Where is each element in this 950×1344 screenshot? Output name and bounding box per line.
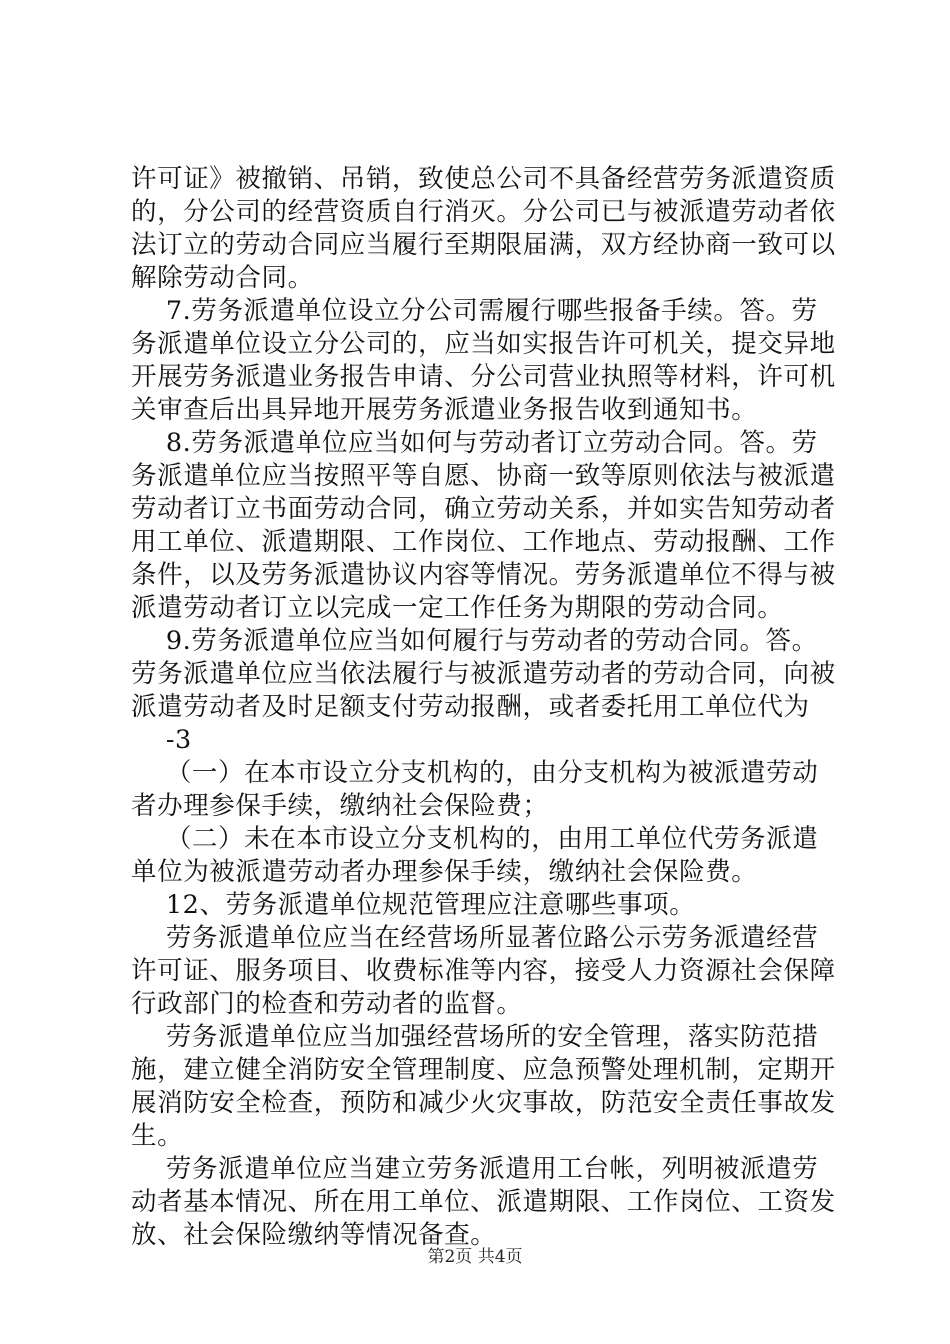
text-line: 施，建立健全消防安全管理制度、应急预警处理机制，定期开 [131,1055,836,1085]
page-marker: -3 [131,725,192,755]
question-9-line: 9.劳务派遣单位应当如何履行与劳动者的劳动合同。答。 [131,626,818,656]
question-12-line: 12、劳务派遣单位规范管理应注意哪些事项。 [131,890,696,920]
text-line: 务派遣单位应当按照平等自愿、协商一致等原则依法与被派遣 [131,461,836,491]
text-line: 单位为被派遣劳动者办理参保手续，缴纳社会保险费。 [131,857,758,887]
text-line: 劳务派遣单位应当依法履行与被派遣劳动者的劳动合同，向被 [131,659,836,689]
item-2-line: （二）未在本市设立分支机构的，由用工单位代劳务派遣 [131,824,819,854]
text-line: 的，分公司的经营资质自行消灭。分公司已与被派遣劳动者依 [131,197,836,227]
text-line: 条件，以及劳务派遣协议内容等情况。劳务派遣单位不得与被 [131,560,836,590]
text-line: 用工单位、派遣期限、工作岗位、工作地点、劳动报酬、工作 [131,527,836,557]
item-1-line: （一）在本市设立分支机构的，由分支机构为被派遣劳动 [131,758,819,788]
text-line: 派遣劳动者订立以完成一定工作任务为期限的劳动合同。 [131,593,784,623]
text-line: 劳务派遣单位应当在经营场所显著位路公示劳务派遣经营 [131,923,819,953]
question-8-line: 8.劳务派遣单位应当如何与劳动者订立劳动合同。答。劳 [131,428,818,458]
text-line: 关审查后出具异地开展劳务派遣业务报告收到通知书。 [131,395,758,425]
text-line: 劳务派遣单位应当加强经营场所的安全管理，落实防范措 [131,1022,819,1052]
text-line: 法订立的劳动合同应当履行至期限届满，双方经协商一致可以 [131,230,836,260]
text-line: 者办理参保手续，缴纳社会保险费； [131,791,549,821]
text-line: 劳务派遣单位应当建立劳务派遣用工台帐，列明被派遣劳 [131,1154,819,1184]
text-line: 放、社会保险缴纳等情况备查。 [131,1220,497,1250]
text-line: 解除劳动合同。 [131,263,314,293]
text-line: 开展劳务派遣业务报告申请、分公司营业执照等材料，许可机 [131,362,836,392]
text-line: 生。 [131,1121,184,1151]
text-line: 许可证》被撤销、吊销，致使总公司不具备经营劳务派遣资质 [131,164,836,194]
text-line: 行政部门的检查和劳动者的监督。 [131,989,523,1019]
page-number: 第2页 共4页 [427,1247,523,1267]
question-7-line: 7.劳务派遣单位设立分公司需履行哪些报备手续。答。劳 [131,296,818,326]
text-line: 动者基本情况、所在用工单位、派遣期限、工作岗位、工资发 [131,1187,836,1217]
text-line: 派遣劳动者及时足额支付劳动报酬，或者委托用工单位代为 [131,692,810,722]
text-line: 劳动者订立书面劳动合同，确立劳动关系，并如实告知劳动者 [131,494,836,524]
text-line: 务派遣单位设立分公司的，应当如实报告许可机关，提交异地 [131,329,836,359]
text-line: 展消防安全检查，预防和减少火灾事故，防范安全责任事故发 [131,1088,836,1118]
text-line: 许可证、服务项目、收费标准等内容，接受人力资源社会保障 [131,956,836,986]
document-body [131,163,836,1252]
